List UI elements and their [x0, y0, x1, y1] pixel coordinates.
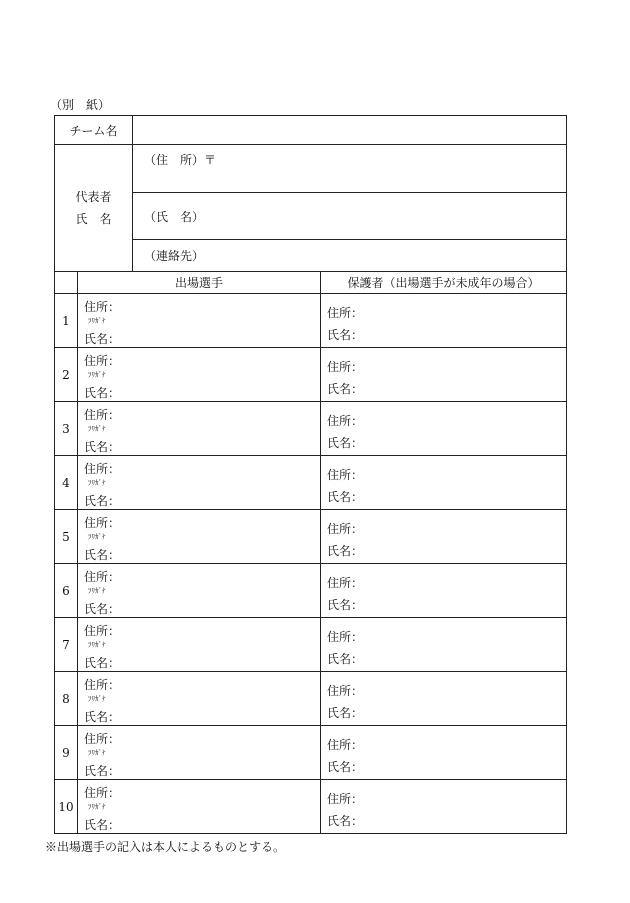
- player-address-label: 住所：: [84, 462, 121, 476]
- guardian-address-label: 住所：: [327, 576, 364, 590]
- guardian-name-label: 氏名：: [327, 814, 364, 828]
- player-row: [55, 294, 567, 348]
- guardian-cell[interactable]: [321, 564, 567, 618]
- player-row: [55, 510, 567, 564]
- row-number: 5: [55, 510, 78, 564]
- guardian-name-label: 氏名：: [327, 328, 364, 342]
- row-number: 8: [55, 672, 78, 726]
- guardian-cell[interactable]: [321, 618, 567, 672]
- player-name-label: 氏名：: [84, 548, 121, 562]
- player-cell[interactable]: [78, 564, 321, 618]
- entry-form-table: [54, 115, 567, 834]
- player-row: [55, 456, 567, 510]
- player-furigana-label: ﾌﾘｶﾞﾅ: [88, 371, 106, 379]
- guardian-cell[interactable]: [321, 456, 567, 510]
- player-cell[interactable]: [78, 510, 321, 564]
- guardian-name-label: 氏名：: [327, 490, 364, 504]
- guardian-cell[interactable]: [321, 348, 567, 402]
- rep-name-field[interactable]: （氏 名）: [133, 193, 567, 240]
- player-furigana-label: ﾌﾘｶﾞﾅ: [88, 533, 106, 541]
- footnote: ※出場選手の記入は本人によるものとする。: [45, 840, 286, 854]
- player-name-label: 氏名：: [84, 602, 121, 616]
- player-address-label: 住所：: [84, 624, 121, 638]
- player-furigana-label: ﾌﾘｶﾞﾅ: [88, 317, 106, 325]
- row-number: 7: [55, 618, 78, 672]
- guardian-cell[interactable]: [321, 672, 567, 726]
- player-address-label: 住所：: [84, 786, 121, 800]
- guardian-address-label: 住所：: [327, 360, 364, 374]
- player-address-label: 住所：: [84, 678, 121, 692]
- player-cell[interactable]: [78, 402, 321, 456]
- guardian-cell[interactable]: [321, 510, 567, 564]
- team-row: [55, 116, 567, 145]
- rep-address-field[interactable]: （住 所）〒: [133, 145, 567, 193]
- guardian-name-label: 氏名：: [327, 544, 364, 558]
- team-label: チーム名: [55, 116, 133, 145]
- player-cell[interactable]: [78, 348, 321, 402]
- player-name-label: 氏名：: [84, 764, 121, 778]
- guardian-cell[interactable]: [321, 402, 567, 456]
- guardian-address-label: 住所：: [327, 414, 364, 428]
- player-furigana-label: ﾌﾘｶﾞﾅ: [88, 641, 106, 649]
- player-row: [55, 564, 567, 618]
- guardian-name-label: 氏名：: [327, 382, 364, 396]
- player-furigana-label: ﾌﾘｶﾞﾅ: [88, 695, 106, 703]
- player-row: [55, 672, 567, 726]
- guardian-name-label: 氏名：: [327, 598, 364, 612]
- guardian-name-label: 氏名：: [327, 652, 364, 666]
- player-name-label: 氏名：: [84, 440, 121, 454]
- guardian-address-label: 住所：: [327, 522, 364, 536]
- player-row: [55, 618, 567, 672]
- player-furigana-label: ﾌﾘｶﾞﾅ: [88, 803, 106, 811]
- team-name-field[interactable]: [133, 116, 567, 145]
- player-row: [55, 726, 567, 780]
- guardian-address-label: 住所：: [327, 738, 364, 752]
- player-cell[interactable]: [78, 672, 321, 726]
- player-address-label: 住所：: [84, 516, 121, 530]
- player-address-label: 住所：: [84, 354, 121, 368]
- player-cell[interactable]: [78, 726, 321, 780]
- guardian-name-label: 氏名：: [327, 706, 364, 720]
- header-players: 出場選手: [78, 272, 321, 294]
- row-number: 3: [55, 402, 78, 456]
- player-cell[interactable]: [78, 618, 321, 672]
- form-body: [55, 116, 567, 834]
- player-address-label: 住所：: [84, 570, 121, 584]
- player-address-label: 住所：: [84, 408, 121, 422]
- player-name-label: 氏名：: [84, 656, 121, 670]
- guardian-name-label: 氏名：: [327, 436, 364, 450]
- row-number: 4: [55, 456, 78, 510]
- player-row: [55, 402, 567, 456]
- player-furigana-label: ﾌﾘｶﾞﾅ: [88, 749, 106, 757]
- player-cell[interactable]: [78, 456, 321, 510]
- player-furigana-label: ﾌﾘｶﾞﾅ: [88, 479, 106, 487]
- guardian-cell[interactable]: [321, 780, 567, 834]
- guardian-cell[interactable]: [321, 294, 567, 348]
- column-header-row: [55, 272, 567, 294]
- player-name-label: 氏名：: [84, 818, 121, 832]
- player-address-label: 住所：: [84, 732, 121, 746]
- player-furigana-label: ﾌﾘｶﾞﾅ: [88, 587, 106, 595]
- guardian-address-label: 住所：: [327, 468, 364, 482]
- player-name-label: 氏名：: [84, 332, 121, 346]
- representative-label-line1: 代表者: [75, 190, 112, 204]
- guardian-address-label: 住所：: [327, 306, 364, 320]
- guardian-cell[interactable]: [321, 726, 567, 780]
- rep-contact-field[interactable]: （連絡先）: [133, 240, 567, 272]
- guardian-name-label: 氏名：: [327, 760, 364, 774]
- player-furigana-label: ﾌﾘｶﾞﾅ: [88, 425, 106, 433]
- player-name-label: 氏名：: [84, 710, 121, 724]
- player-row: [55, 348, 567, 402]
- player-row: [55, 780, 567, 834]
- player-name-label: 氏名：: [84, 494, 121, 508]
- player-name-label: 氏名：: [84, 386, 121, 400]
- rep-address-row: [55, 145, 567, 193]
- sheet-label: （別 紙）: [50, 98, 111, 112]
- row-number: 1: [55, 294, 78, 348]
- player-cell[interactable]: [78, 294, 321, 348]
- guardian-address-label: 住所：: [327, 630, 364, 644]
- representative-label: [55, 145, 133, 272]
- player-cell[interactable]: [78, 780, 321, 834]
- row-number: 9: [55, 726, 78, 780]
- representative-label-line2: 氏 名: [75, 212, 112, 226]
- row-number: 6: [55, 564, 78, 618]
- header-number-blank: [55, 272, 78, 294]
- guardian-address-label: 住所：: [327, 792, 364, 806]
- row-number: 2: [55, 348, 78, 402]
- row-number: 10: [55, 780, 78, 834]
- player-address-label: 住所：: [84, 300, 121, 314]
- guardian-address-label: 住所：: [327, 684, 364, 698]
- header-guardians: 保護者（出場選手が未成年の場合）: [321, 272, 567, 294]
